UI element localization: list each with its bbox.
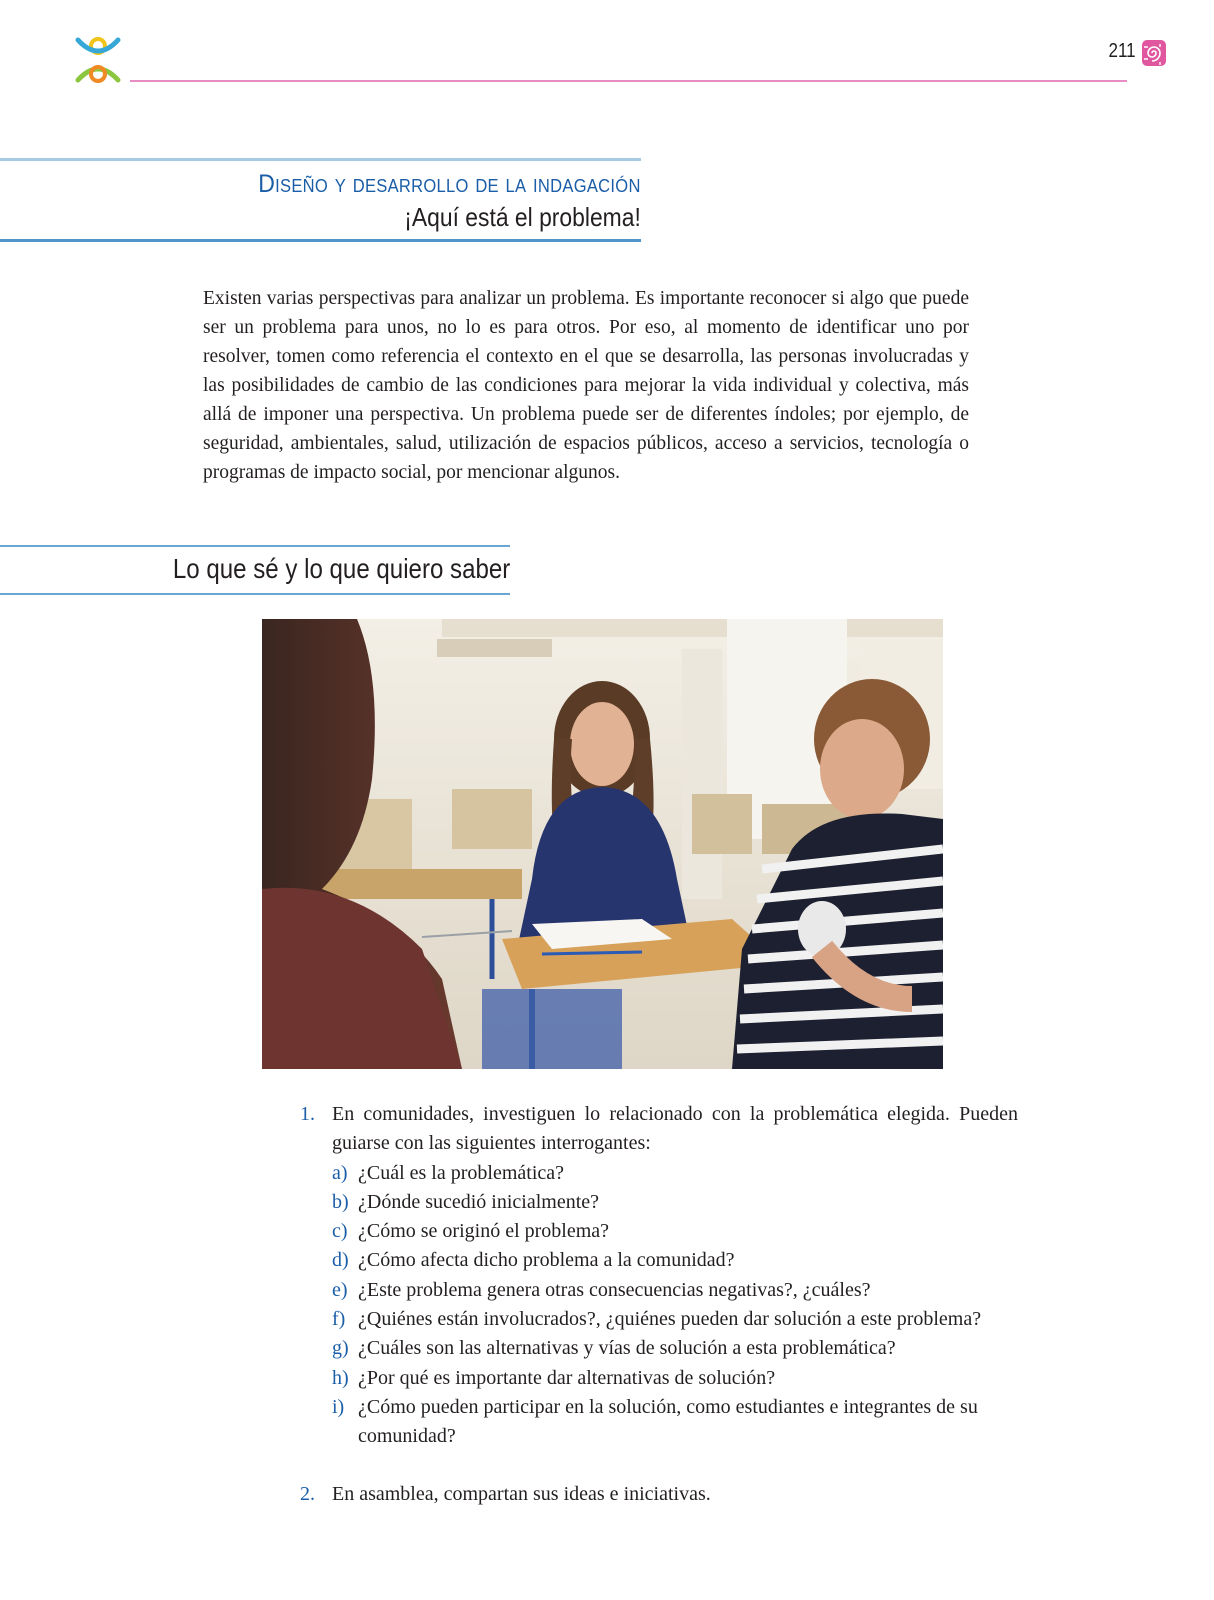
- question-letter: f): [332, 1308, 346, 1331]
- section-title: Diseño y desarrollo de la indagación: [258, 170, 641, 198]
- question-letter: d): [332, 1249, 349, 1272]
- activity-text: En comunidades, investiguen lo relacionado con la problemática elegida. Pueden guiarse con las siguientes interrogantes:: [332, 1103, 1018, 1155]
- question-item: [332, 1364, 1018, 1393]
- question-item: [332, 1159, 1018, 1188]
- activity-2: [300, 1480, 1018, 1509]
- students-classroom-photo: [262, 619, 943, 1069]
- question-text: ¿Quiénes están involucrados?, ¿quiénes pueden dar solución a este problema?: [358, 1308, 982, 1331]
- spiral-glyph-icon: [1140, 38, 1168, 68]
- question-letter: a): [332, 1161, 348, 1184]
- question-item: [332, 1393, 1018, 1452]
- classroom-photo-illustration: [262, 619, 943, 1069]
- question-letter: e): [332, 1278, 348, 1301]
- question-item: [332, 1276, 1018, 1305]
- question-item: [332, 1305, 1018, 1334]
- subsection-rule-top: [0, 545, 510, 547]
- activity-text: En asamblea, compartan sus ideas e iniciativas.: [332, 1482, 711, 1505]
- activity-1: [300, 1100, 1018, 1452]
- question-text: ¿Cómo se originó el problema?: [358, 1220, 610, 1243]
- question-item: [332, 1334, 1018, 1363]
- question-text: ¿Dónde sucedió inicialmente?: [358, 1190, 600, 1213]
- question-item: [332, 1188, 1018, 1217]
- question-item: [332, 1217, 1018, 1246]
- question-text: ¿Cómo afecta dicho problema a la comunidad?: [358, 1249, 735, 1272]
- question-letter: b): [332, 1190, 349, 1213]
- subsection-rule-bottom: [0, 593, 510, 595]
- section-subtitle: ¡Aquí está el problema!: [404, 202, 641, 232]
- question-text: ¿Cuáles son las alternativas y vías de solución a esta problemática?: [358, 1337, 896, 1360]
- question-letter: c): [332, 1220, 348, 1243]
- header-rule: [130, 80, 1127, 82]
- subsection-heading: [0, 545, 510, 595]
- section-rule-top: [0, 158, 641, 161]
- question-letter: i): [332, 1395, 345, 1418]
- intro-paragraph: Existen varias perspectivas para analizar un problema. Es importante reconocer si algo que puede ser un problema para unos, no lo es para otros. Por eso, al momento de identificar uno por resolver, tomen como referencia el contexto en el que se desarrolla, las personas involucradas y las posibilidades de cambio de las condiciones para mejorar la vida individual y colectiva, más allá de imponer una perspectiva. Un problema puede ser de diferentes índoles; por ejemplo, de seguridad, ambientales, salud, utilización de espacios públicos, acceso a servicios, tecnología o programas de impacto social, por mencionar algunos.: [203, 288, 969, 483]
- question-text: ¿Cuál es la problemática?: [358, 1161, 565, 1184]
- section-heading: [0, 158, 641, 242]
- question-list: [332, 1159, 1018, 1452]
- activity-number: 2.: [300, 1482, 315, 1505]
- question-letter: h): [332, 1366, 349, 1389]
- activity-number: 1.: [300, 1103, 315, 1125]
- question-text: ¿Por qué es importante dar alternativas de solución?: [358, 1366, 776, 1389]
- question-item: [332, 1246, 1018, 1275]
- question-text: ¿Este problema genera otras consecuencias negativas?, ¿cuáles?: [358, 1278, 871, 1301]
- cross-figure-logo-icon: [72, 34, 124, 86]
- question-letter: g): [332, 1337, 349, 1360]
- activities-list: [300, 1100, 1018, 1509]
- subsection-title: Lo que sé y lo que quiero saber: [172, 553, 510, 584]
- page-number: 211: [1108, 40, 1136, 62]
- question-text: ¿Cómo pueden participar en la solución, como estudiantes e integrantes de su comunidad?: [358, 1395, 978, 1448]
- section-rule-bottom: [0, 239, 641, 242]
